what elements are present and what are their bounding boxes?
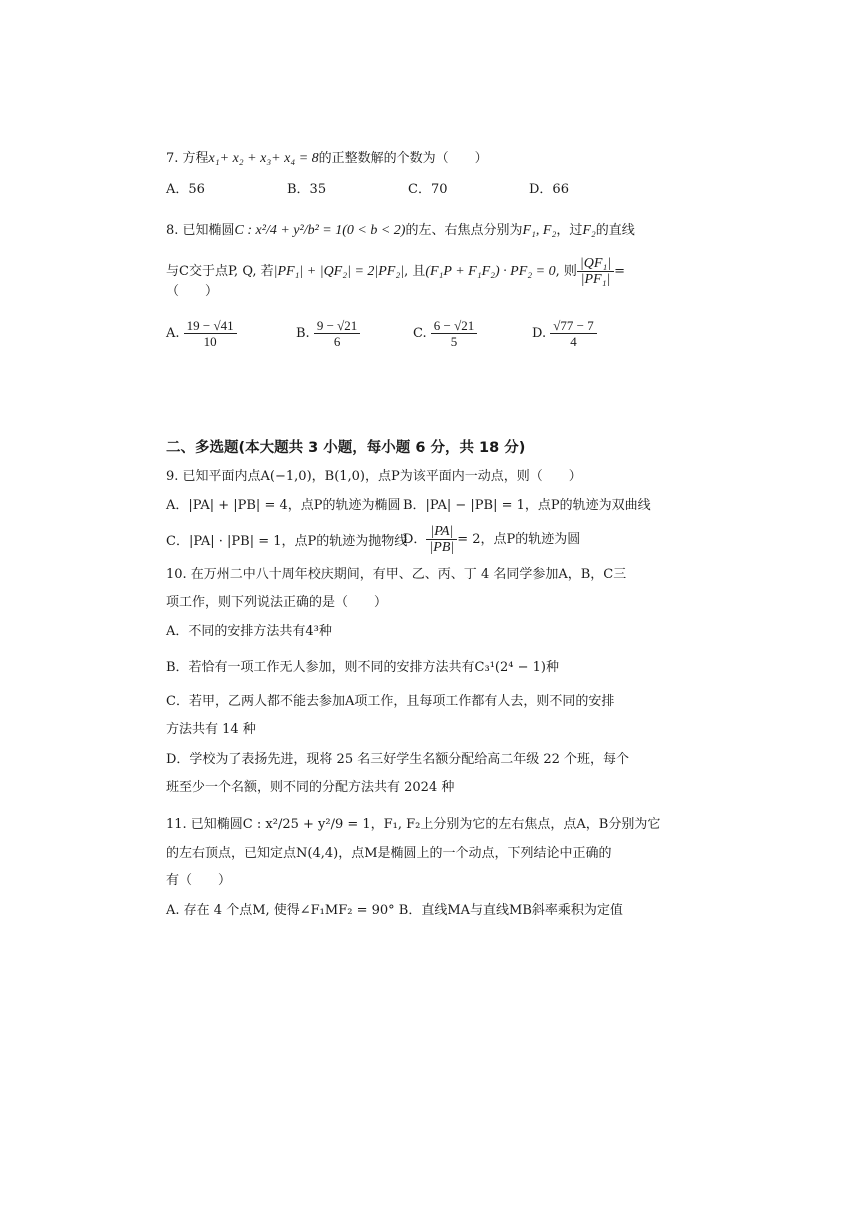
question-11-options: A. 存在 4 个点M, 使得∠F₁MF₂ = 90° B．直线MA与直线MB斜率乘积为定值 — [166, 903, 623, 918]
q8-line1-tail: ，过 — [556, 223, 583, 238]
question-10-line-2: 项工作，则下列说法正确的是（ ） — [166, 595, 388, 610]
q7-option-d: D．66 — [529, 182, 569, 197]
question-11-line-1: 11. 已知椭圆C : x²/25 + y²/9 = 1，F₁, F₂上分别为它的左右焦点，点A，B分别为它 — [166, 817, 661, 832]
q8-blank: （ ） — [166, 284, 219, 299]
q9-option-d-tail: = 2，点P的轨迹为圆 — [457, 532, 581, 547]
q8-line1-end: 的直线 — [595, 223, 635, 238]
q8-condition-1: |PF₁| + |QF₂| = 2|PF₂| — [273, 264, 405, 279]
q10-option-d-line-2: 班至少一个名额，则不同的分配方法共有 2024 种 — [166, 780, 455, 795]
q8-option-a — [166, 318, 237, 349]
q8-f2: F₂ — [582, 223, 596, 238]
q7-equation: x₁+ x₂ + x₃+ x₄ = 8 — [208, 151, 319, 166]
q8-option-c-fraction — [431, 318, 477, 349]
q9-option-c: C．|PA| · |PB| = 1，点P的轨迹为抛物线 — [166, 534, 408, 549]
question-11-line-3: 有（ ） — [166, 873, 232, 888]
q8-option-a-den: 10 — [203, 334, 217, 349]
q9-option-d — [403, 524, 580, 555]
q10-option-d-line-1: D．学校为了表扬先进，现将 25 名三好学生名额分配给高二年级 22 个班，每个 — [166, 752, 630, 767]
question-10-line-1: 10. 在万州二中八十周年校庆期间，有甲、乙、丙、丁 4 名同学参加A，B，C三 — [166, 567, 627, 582]
q8-option-b-fraction — [314, 318, 360, 349]
q8-prefix: 8. 已知椭圆 — [166, 223, 235, 238]
q9-option-d-den: |PB| — [429, 540, 455, 555]
q8-option-b — [296, 318, 360, 349]
q8-line2-a: 与C交于点P, Q, 若 — [166, 264, 274, 279]
question-9: 9. 已知平面内点A(−1,0)，B(1,0)，点P为该平面内一动点，则（ ） — [166, 469, 582, 484]
q8-condition-2: (F₁P + F₁F₂) · PF₂ = 0 — [425, 264, 556, 279]
q10-option-a: A．不同的安排方法共有4³种 — [166, 624, 332, 639]
q8-option-d-num: √77 − 7 — [550, 318, 596, 334]
q8-ratio-numerator: |QF₁| — [577, 256, 614, 272]
q8-option-b-label: B. — [296, 326, 310, 341]
q8-option-c-den: 5 — [450, 334, 458, 349]
q8-ratio-equals: = — [614, 264, 625, 279]
q7-option-b: B．35 — [287, 182, 327, 197]
q8-foci: F₁, F₂ — [522, 223, 557, 238]
q7-option-a: A．56 — [166, 182, 205, 197]
q9-option-b: B．|PA| − |PB| = 1，点P的轨迹为双曲线 — [403, 498, 651, 513]
q10-option-c-line-1: C．若甲，乙两人都不能去参加A项工作，且每项工作都有人去，则不同的安排 — [166, 694, 615, 709]
q8-line2-b: , 且 — [404, 264, 426, 279]
q8-option-b-den: 6 — [333, 334, 341, 349]
q8-option-c — [413, 318, 477, 349]
q8-option-c-label: C. — [413, 326, 427, 341]
q8-ratio-fraction — [577, 256, 614, 287]
q8-option-d — [532, 318, 597, 349]
q8-option-a-label: A. — [166, 326, 180, 341]
q8-option-d-fraction — [550, 318, 596, 349]
q9-option-a: A．|PA| + |PB| = 4，点P的轨迹为椭圆 — [166, 498, 401, 513]
q10-option-c-line-2: 方法共有 14 种 — [166, 722, 256, 737]
section-2-title: 二、多选题(本大题共 3 小题，每小题 6 分，共 18 分) — [166, 440, 526, 456]
q8-line2-c: , 则 — [555, 264, 577, 279]
q7-option-c: C．70 — [408, 182, 448, 197]
q8-option-d-den: 4 — [570, 334, 577, 349]
q9-option-d-label: D． — [403, 532, 427, 547]
question-7 — [166, 150, 488, 168]
q8-option-a-num: 19 − √41 — [184, 318, 237, 334]
q8-option-c-num: 6 − √21 — [431, 318, 477, 334]
q8-option-d-label: D. — [532, 326, 547, 341]
question-8-line-2 — [166, 256, 625, 287]
q8-option-a-fraction — [184, 318, 237, 349]
question-8-line-1 — [166, 222, 635, 240]
question-11-line-2: 的左右顶点，已知定点N(4,4)，点M是椭圆上的一个动点，下列结论中正确的 — [166, 846, 612, 861]
q8-line1-mid: 的左、右焦点分别为 — [405, 223, 523, 238]
q8-ellipse-equation: C : x²/4 + y²/b² = 1(0 < b < 2) — [234, 223, 406, 238]
q7-suffix: 的正整数解的个数为（ ） — [318, 151, 488, 166]
q8-ratio-denominator: |PF₁| — [580, 272, 611, 287]
q9-option-d-fraction — [426, 524, 457, 555]
q8-option-b-num: 9 − √21 — [314, 318, 360, 334]
q7-prefix: 7. 方程 — [166, 151, 209, 166]
q10-option-b: B．若恰有一项工作无人参加，则不同的安排方法共有C₃¹(2⁴ − 1)种 — [166, 660, 559, 675]
q9-option-d-num: |PA| — [426, 524, 457, 540]
